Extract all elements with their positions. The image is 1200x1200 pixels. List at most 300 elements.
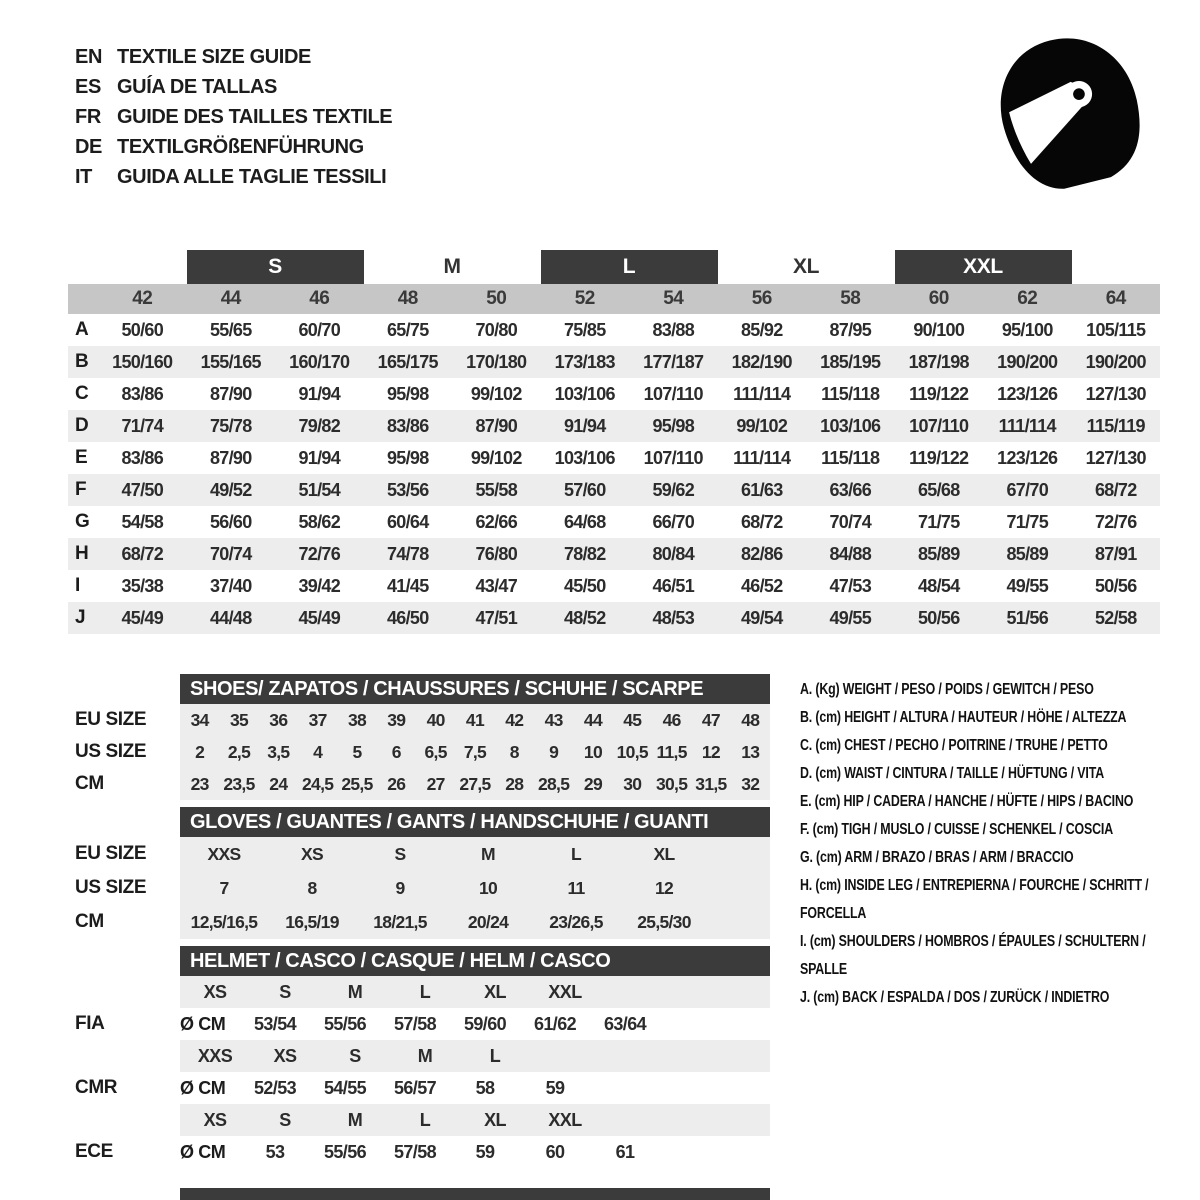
gloves-row-label: CM [75,911,104,932]
helmet-values [240,1008,660,1040]
bottom-cropped-bar [180,1188,770,1200]
shoes-row-values [180,768,770,800]
helmet-size-cell: S [279,1109,291,1130]
row-letter: D [75,415,89,436]
shoe-size-cell: 9 [549,741,559,762]
helmet-size-cell: L [419,981,431,1002]
size-group-xxl: XXL [895,250,1072,284]
row-values [98,506,1160,538]
shoe-size-cell: 6 [391,741,401,762]
shoe-size-cell: 30,5 [655,773,688,794]
helmet-measure-cell: 59/60 [463,1013,507,1034]
shoe-size-cell: 2,5 [227,741,251,762]
legend-item: E. (cm) HIP / CADERA / HANCHE / HÜFTE / HIPS / BACINO [800,793,1134,810]
helmet-measure-cell: 59 [475,1141,495,1162]
measurement-cell: 44/48 [209,608,252,628]
glove-size-cell: 9 [395,877,405,898]
helmet-size-cell: M [417,1045,433,1066]
measurement-cell: 83/86 [386,416,429,436]
helmet-measure-cell: 59 [545,1077,565,1098]
shoe-size-cell: 29 [583,773,602,794]
measurement-cell: 41/45 [386,576,429,596]
measurement-cell: 75/85 [563,320,606,340]
measurement-cell: 49/55 [1006,576,1049,596]
measurement-cell: 58/62 [298,512,341,532]
measurement-cell: 55/58 [475,480,518,500]
measurement-row [68,602,1160,634]
helmet-value-row [68,1136,770,1168]
row-letter: G [75,511,90,532]
measurement-cell: 173/183 [554,352,615,372]
measurement-cell: 190/200 [997,352,1058,372]
shoes-row [68,768,770,800]
measurement-cell: 150/160 [112,352,173,372]
measurement-cell: 111/114 [998,416,1056,436]
measurement-cell: 57/60 [563,480,606,500]
shoe-size-cell: 25,5 [341,773,373,794]
legend-item: I. (cm) SHOULDERS / HOMBROS / ÉPAULES / SCHULTERN / SPALLE [800,933,1146,978]
row-values [98,570,1160,602]
measurement-cell: 95/100 [1001,320,1053,340]
language-row [75,102,392,132]
header-spacer [68,284,98,314]
measurement-cell: 115/119 [1086,416,1145,436]
row-values [98,538,1160,570]
helmet-measure-cell: 63/64 [603,1013,647,1034]
shoe-size-cell: 12 [701,741,720,762]
helmet-size-cell: L [419,1109,431,1130]
measurement-cell: 115/118 [821,448,880,468]
measurement-cell: 49/55 [829,608,872,628]
shoe-size-cell: 5 [352,741,362,762]
measurement-cell: 91/94 [298,384,341,404]
measurement-cell: 72/76 [298,544,341,564]
measurement-cell: 80/84 [652,544,695,564]
glove-size-cell: XL [653,843,675,864]
measurement-cell: 123/126 [997,448,1058,468]
language-row [75,72,392,102]
numeric-size-cell: 56 [751,288,772,309]
language-code: EN [75,46,102,68]
measurement-cell: 48/52 [563,608,606,628]
glove-size-cell: 12,5/16,5 [190,911,258,932]
measurement-cell: 71/75 [917,512,960,532]
helmet-size-cell: S [349,1045,361,1066]
numeric-size-cell: 44 [220,288,241,309]
helmet-unit-label: Ø CM [180,1013,226,1034]
main-size-table [68,250,1160,634]
glove-size-cell: 18/21,5 [373,911,427,932]
helmet-standard-block [68,1040,770,1104]
shoe-size-cell: 30 [623,773,642,794]
helmet-size-cell: XS [273,1045,297,1066]
helmet-measure-cell: 60 [545,1141,565,1162]
helmet-measure-cell: 56/57 [393,1077,437,1098]
measurement-cell: 95/98 [652,416,695,436]
legend-item: B. (cm) HEIGHT / ALTURA / HAUTEUR / HÖHE / ALTEZZA [800,709,1127,726]
measurement-cell: 70/74 [209,544,252,564]
measurement-cell: 115/118 [821,384,880,404]
size-group-header [98,250,1160,284]
shoe-size-cell: 34 [190,709,209,730]
measurement-row [68,538,1160,570]
helmet-measure-cell: 61 [615,1141,635,1162]
measurement-cell: 50/60 [121,320,164,340]
measurement-row [68,442,1160,474]
measurement-cell: 91/94 [563,416,606,436]
numeric-size-cell: 58 [840,288,861,309]
measurement-cell: 71/75 [1006,512,1049,532]
measurement-cell: 67/70 [1006,480,1049,500]
measurement-cell: 65/68 [917,480,960,500]
measurement-cell: 45/49 [121,608,164,628]
measurement-cell: 74/78 [386,544,429,564]
numeric-size-cell: 50 [486,288,507,309]
row-letter: H [75,543,89,564]
helmet-section-header: HELMET / CASCO / CASQUE / HELM / CASCO [180,946,770,976]
measurement-cell: 103/106 [554,448,615,468]
shoe-size-cell: 38 [347,709,367,730]
measurement-cell: 99/102 [470,448,522,468]
measurement-cell: 103/106 [820,416,881,436]
measurement-cell: 107/110 [909,416,969,436]
measurement-cell: 107/110 [643,448,703,468]
measurement-cell: 63/66 [829,480,872,500]
measurement-cell: 60/64 [386,512,429,532]
measurement-cell: 49/52 [209,480,252,500]
glove-size-cell: 20/24 [467,911,509,932]
helmet-size-cell: S [279,981,291,1002]
gloves-table [68,837,770,939]
measurement-cell: 48/54 [917,576,960,596]
glove-size-cell: XXS [207,843,241,864]
measurement-cell: 90/100 [913,320,965,340]
helmet-measure-cell: 53/54 [253,1013,297,1034]
measurement-cell: 190/200 [1085,352,1146,372]
helmet-measure-cell: 54/55 [323,1077,367,1098]
measurement-cell: 103/106 [554,384,615,404]
helmet-size-header-row [180,1040,770,1072]
shoe-size-cell: 46 [662,709,681,730]
legend-item: J. (cm) BACK / ESPALDA / DOS / ZURÜCK / INDIETRO [800,989,1110,1006]
measurement-cell: 123/126 [997,384,1058,404]
measurement-cell: 127/130 [1085,384,1146,404]
measurement-cell: 47/53 [829,576,872,596]
row-values [98,602,1160,634]
measurement-cell: 45/49 [298,608,341,628]
shoe-size-cell: 3,5 [267,741,290,762]
row-values [98,410,1160,442]
measurement-cell: 47/51 [475,608,518,628]
measurement-cell: 160/170 [289,352,350,372]
measurement-row [68,474,1160,506]
measurement-cell: 43/47 [475,576,518,596]
helmet-size-cell: M [347,1109,363,1130]
helmet-measure-cell: 53 [265,1141,285,1162]
row-letter: J [75,607,86,628]
measurement-cell: 59/62 [652,480,695,500]
measurement-cell: 49/54 [740,608,783,628]
language-title: GUIDA ALLE TAGLIE TESSILI [117,166,387,188]
language-title: GUÍA DE TALLAS [117,76,277,98]
helmet-size-cell: XS [203,981,227,1002]
helmet-table [68,976,770,1168]
shoe-size-cell: 28,5 [537,773,570,794]
row-letter: B [75,351,89,372]
measurement-cell: 155/165 [200,352,261,372]
helmet-standard-block [68,1104,770,1168]
measurement-legend [800,676,1172,1012]
row-letter: C [75,383,89,404]
helmet-size-cell: XL [484,981,506,1002]
measurement-cell: 50/56 [1094,576,1137,596]
measurement-cell: 111/114 [733,384,791,404]
glove-size-cell: M [481,843,495,864]
helmet-size-cell: M [347,981,363,1002]
measurement-cell: 107/110 [643,384,703,404]
measurement-cell: 51/56 [1006,608,1049,628]
measurement-row [68,410,1160,442]
measurement-row [68,346,1160,378]
measurement-cell: 47/50 [121,480,164,500]
language-code: ES [75,76,101,98]
helmet-size-cell: XS [203,1109,227,1130]
measurement-cell: 35/38 [121,576,164,596]
measurement-cell: 85/89 [917,544,960,564]
shoes-section-header: SHOES/ ZAPATOS / CHAUSSURES / SCHUHE / SCARPE [180,674,770,704]
gloves-row [68,837,770,871]
helmet-values [240,1136,660,1168]
shoes-row-values [180,736,770,768]
measurement-cell: 87/90 [209,448,252,468]
numeric-size-cell: 42 [132,288,153,309]
shoe-size-cell: 24 [269,773,288,794]
glove-size-cell: 11 [567,877,585,898]
legend-item: H. (cm) INSIDE LEG / ENTREPIERNA / FOURCHE / SCHRITT / FORCELLA [800,877,1149,922]
helmet-measure-cell: 58 [475,1077,495,1098]
measurement-cell: 62/66 [475,512,518,532]
shoe-size-cell: 36 [269,709,288,730]
shoe-size-cell: 37 [308,709,327,730]
measurement-cell: 84/88 [829,544,872,564]
numeric-size-cells [98,284,1160,314]
measurement-cell: 37/40 [209,576,252,596]
measurement-cell: 119/122 [909,448,969,468]
shoe-size-cell: 8 [509,741,519,762]
language-title: TEXTILE SIZE GUIDE [117,46,311,68]
measurement-cell: 72/76 [1094,512,1137,532]
row-letter: A [75,319,89,340]
gloves-row [68,905,770,939]
legend-item: A. (Kg) WEIGHT / PESO / POIDS / GEWITCH / PESO [800,681,1094,698]
measurement-cell: 95/98 [386,448,429,468]
measurement-cell: 83/88 [652,320,695,340]
measurement-cell: 119/122 [909,384,969,404]
numeric-size-cell: 52 [574,288,595,309]
measurement-cell: 99/102 [736,416,788,436]
size-group-l: L [541,250,718,284]
glove-size-cell: 10 [478,877,498,898]
helmet-measure-cell: 57/58 [393,1141,437,1162]
shoe-size-cell: 47 [701,709,720,730]
shoe-size-cell: 44 [583,709,602,730]
legend-item: F. (cm) TIGH / MUSLO / CUISSE / SCHENKEL / COSCIA [800,821,1113,838]
glove-size-cell: S [394,843,406,864]
measurement-cell: 82/86 [740,544,783,564]
helmet-measure-cell: 55/56 [323,1013,367,1034]
measurement-cell: 76/80 [475,544,518,564]
shoes-row-label: US SIZE [75,741,147,762]
helmet-measure-cell: 57/58 [393,1013,437,1034]
shoe-size-cell: 10,5 [616,741,648,762]
row-values [98,314,1160,346]
language-code: FR [75,106,101,128]
measurement-cell: 83/86 [121,448,164,468]
language-title-list [75,42,392,192]
shoe-size-cell: 32 [741,773,760,794]
shoe-size-cell: 6,5 [424,741,447,762]
measurement-cell: 187/198 [908,352,969,372]
measurement-cell: 53/56 [386,480,429,500]
racing-helmet-icon [975,28,1150,208]
shoe-size-cell: 24,5 [302,773,334,794]
measurement-cell: 56/60 [209,512,252,532]
shoes-row-label: EU SIZE [75,709,147,730]
measurement-cell: 46/50 [386,608,429,628]
shoe-size-cell: 35 [229,709,249,730]
measurement-cell: 87/95 [829,320,872,340]
helmet-standard-label: CMR [75,1077,118,1098]
gloves-row-label: EU SIZE [75,843,147,864]
helmet-standard-label: ECE [75,1141,113,1162]
glove-size-cell: 8 [307,877,317,898]
gloves-row [68,871,770,905]
language-row [75,162,392,192]
language-title: GUIDE DES TAILLES TEXTILE [117,106,393,128]
measurement-row [68,506,1160,538]
shoe-size-cell: 27,5 [459,773,491,794]
shoe-size-cell: 10 [583,741,602,762]
row-values [98,346,1160,378]
measurement-cell: 65/75 [386,320,429,340]
measurement-cell: 87/91 [1094,544,1137,564]
measurement-cell: 111/114 [733,448,791,468]
measurement-cell: 45/50 [563,576,606,596]
measurement-cell: 39/42 [298,576,341,596]
helmet-values [240,1072,590,1104]
shoe-size-cell: 43 [544,709,563,730]
measurement-cell: 185/195 [820,352,881,372]
measurement-cell: 61/63 [740,480,783,500]
helmet-value-row [68,1008,770,1040]
numeric-size-cell: 54 [663,288,684,309]
row-letter: I [75,575,80,596]
measurement-row [68,378,1160,410]
shoe-size-cell: 40 [426,709,445,730]
measurement-cell: 54/58 [121,512,164,532]
shoe-size-cell: 45 [623,709,642,730]
measurement-cell: 95/98 [386,384,429,404]
helmet-size-cell: XL [484,1109,506,1130]
helmet-size-cell: XXL [548,981,582,1002]
measurement-cell: 170/180 [466,352,527,372]
gloves-row-values [180,837,770,871]
shoe-size-cell: 41 [465,709,484,730]
measurement-row [68,314,1160,346]
measurement-cell: 71/74 [121,416,164,436]
helmet-standard-block [68,976,770,1040]
helmet-size-header-row [180,976,770,1008]
row-values [98,442,1160,474]
measurement-cell: 99/102 [470,384,522,404]
shoe-size-cell: 7,5 [463,741,487,762]
gloves-section-header: GLOVES / GUANTES / GANTS / HANDSCHUHE / GUANTI [180,807,770,837]
helmet-value-row [68,1072,770,1104]
legend-item: D. (cm) WAIST / CINTURA / TAILLE / HÜFTUNG / VITA [800,765,1104,782]
helmet-measure-cell: 52/53 [253,1077,297,1098]
measurement-cell: 70/74 [829,512,872,532]
language-row [75,42,392,72]
legend-item: C. (cm) CHEST / PECHO / POITRINE / TRUHE / PETTO [800,737,1108,754]
measurement-cell: 68/72 [740,512,783,532]
measurement-cell: 127/130 [1085,448,1146,468]
helmet-unit-label: Ø CM [180,1141,226,1162]
glove-size-cell: 25,5/30 [637,911,691,932]
measurement-cell: 48/53 [652,608,695,628]
glove-size-cell: 7 [219,877,229,898]
measurement-cell: 70/80 [475,320,518,340]
measurement-cell: 46/52 [740,576,783,596]
measurement-cell: 83/86 [121,384,164,404]
numeric-size-cell: 46 [309,288,330,309]
measurement-cell: 75/78 [209,416,252,436]
measurement-cell: 105/115 [1086,320,1146,340]
helmet-standard-label: FIA [75,1013,105,1034]
measurement-cell: 51/54 [298,480,341,500]
language-code: DE [75,136,102,158]
shoe-size-cell: 39 [387,709,406,730]
glove-size-cell: L [571,843,581,864]
glove-size-cell: 12 [654,877,674,898]
shoe-size-cell: 28 [505,773,524,794]
language-title: TEXTILGRÖßENFÜHRUNG [117,136,364,158]
gloves-row-values [180,905,770,939]
measurement-cell: 50/56 [917,608,960,628]
row-values [98,378,1160,410]
shoe-size-cell: 27 [426,773,445,794]
shoe-size-cell: 11,5 [656,741,687,762]
numeric-size-cell: 60 [928,288,949,309]
shoe-size-cell: 23,5 [223,773,255,794]
helmet-unit-label: Ø CM [180,1077,226,1098]
size-group-s: S [187,250,364,284]
measurement-cell: 79/82 [298,416,341,436]
shoes-row [68,736,770,768]
main-table-body [68,314,1160,634]
measurement-cell: 52/58 [1094,608,1137,628]
helmet-size-header-row [180,1104,770,1136]
shoe-size-cell: 2 [195,741,205,762]
measurement-cell: 182/190 [731,352,792,372]
numeric-size-cell: 48 [397,288,418,309]
helmet-measure-cell: 55/56 [323,1141,367,1162]
row-letter: F [75,479,87,500]
measurement-cell: 91/94 [298,448,341,468]
numeric-size-header [68,284,1160,314]
measurement-cell: 60/70 [298,320,341,340]
gloves-row-label: US SIZE [75,877,147,898]
shoe-size-cell: 48 [741,709,760,730]
